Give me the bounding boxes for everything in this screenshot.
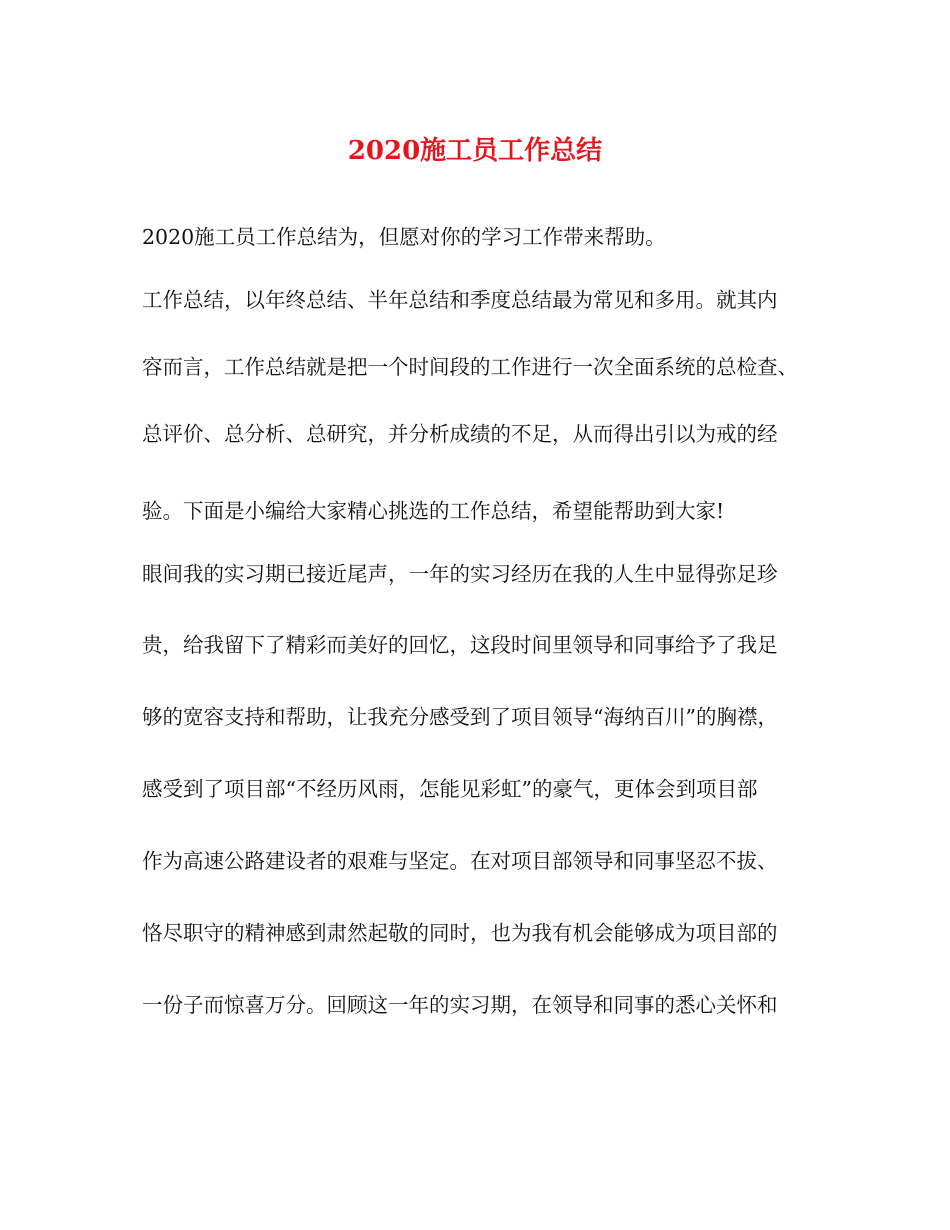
paragraph1-line-3: 总评价、总分析、总研究，并分析成绩的不足，从而得出引以为戒的经	[142, 422, 778, 446]
document-title: 2020施工员工作总结	[347, 136, 603, 166]
intro-line: 2020施工员工作总结为，但愿对你的学习工作带来帮助。	[142, 225, 666, 249]
paragraph2-line-3: 够的宽容支持和帮助，让我充分感受到了项目领导“海纳百川”的胸襟，	[142, 705, 778, 729]
paragraph2-line-6: 恪尽职守的精神感到肃然起敬的同时，也为我有机会能够成为项目部的	[142, 921, 778, 945]
paragraph1-line-2: 容而言，工作总结就是把一个时间段的工作进行一次全面系统的总检查、	[142, 355, 798, 379]
paragraph2-line-5: 作为高速公路建设者的艰难与坚定。在对项目部领导和同事坚忍不拔、	[142, 849, 778, 873]
paragraph2-line-7: 一份子而惊喜万分。回顾这一年的实习期，在领导和同事的悉心关怀和	[142, 993, 778, 1017]
paragraph2-line-1: 眼间我的实习期已接近尾声，一年的实习经历在我的人生中显得弥足珍	[142, 562, 778, 586]
paragraph2-line-4: 感受到了项目部“不经历风雨，怎能见彩虹”的豪气，更体会到项目部	[142, 777, 758, 801]
paragraph1-line-4: 验。下面是小编给大家精心挑选的工作总结，希望能帮助到大家!	[142, 499, 725, 523]
paragraph1-line-1: 工作总结，以年终总结、半年总结和季度总结最为常见和多用。就其内	[142, 288, 778, 312]
paragraph2-line-2: 贵，给我留下了精彩而美好的回忆，这段时间里领导和同事给予了我足	[142, 633, 778, 657]
